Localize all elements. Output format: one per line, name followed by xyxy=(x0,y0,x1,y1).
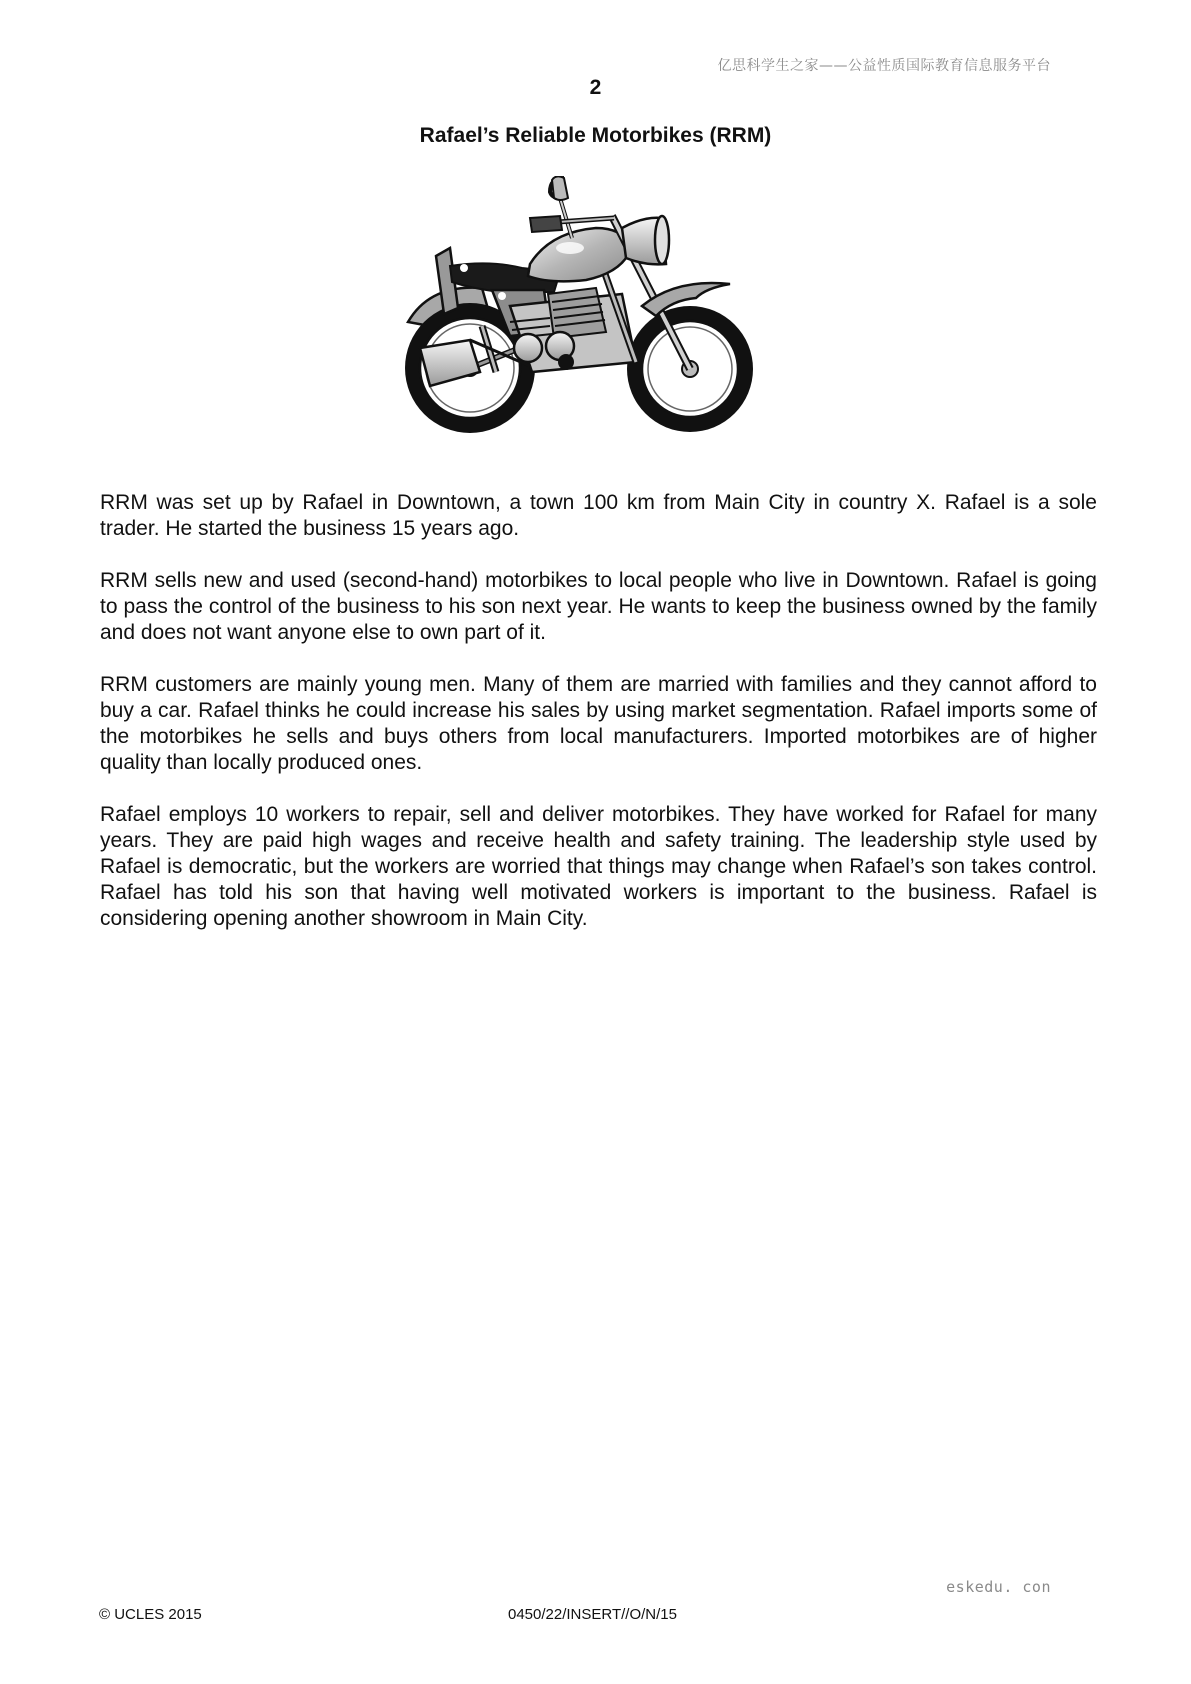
paragraph: RRM sells new and used (second-hand) motorbikes to local people who live in Downtown. Rafael is going to pass the control of the business to his son next year. He wants to keep the business owned by the family and does not want anyone else to own part of it. xyxy=(100,569,1097,644)
top-watermark: 亿思科学生之家——公益性质国际教育信息服务平台 xyxy=(717,58,1051,74)
document-code: 0450/22/INSERT//O/N/15 xyxy=(508,1606,677,1623)
motorbike-illustration xyxy=(400,176,800,458)
paragraph: Rafael employs 10 workers to repair, sell and deliver motorbikes. They have worked for Rafael for many years. They are paid high wages and receive health and safety training. The leadership style used by Rafael is democratic, but the workers are worried that things may change when Rafael’s son takes control. Rafael has told his son that having well motivated workers is important to the business. Rafael is considering opening another showroom in Main City. xyxy=(100,803,1097,930)
copyright-notice: © UCLES 2015 xyxy=(99,1606,202,1623)
case-study-text xyxy=(100,490,1097,958)
paragraph: RRM customers are mainly young men. Many of them are married with families and they cannot afford to buy a car. Rafael thinks he could increase his sales by using market segmentation. Rafael imports some of the motorbikes he sells and buys others from local manufacturers. Imported motorbikes are of higher quality than locally produced ones. xyxy=(100,673,1097,774)
motorbike-icon xyxy=(400,176,800,458)
page-number: 2 xyxy=(589,76,602,99)
page-title: Rafael’s Reliable Motorbikes (RRM) xyxy=(419,124,772,147)
paragraph: RRM was set up by Rafael in Downtown, a town 100 km from Main City in country X. Rafael is a sole trader. He started the business 15 years ago. xyxy=(100,491,1097,540)
bottom-watermark: eskedu. con xyxy=(946,1578,1051,1596)
